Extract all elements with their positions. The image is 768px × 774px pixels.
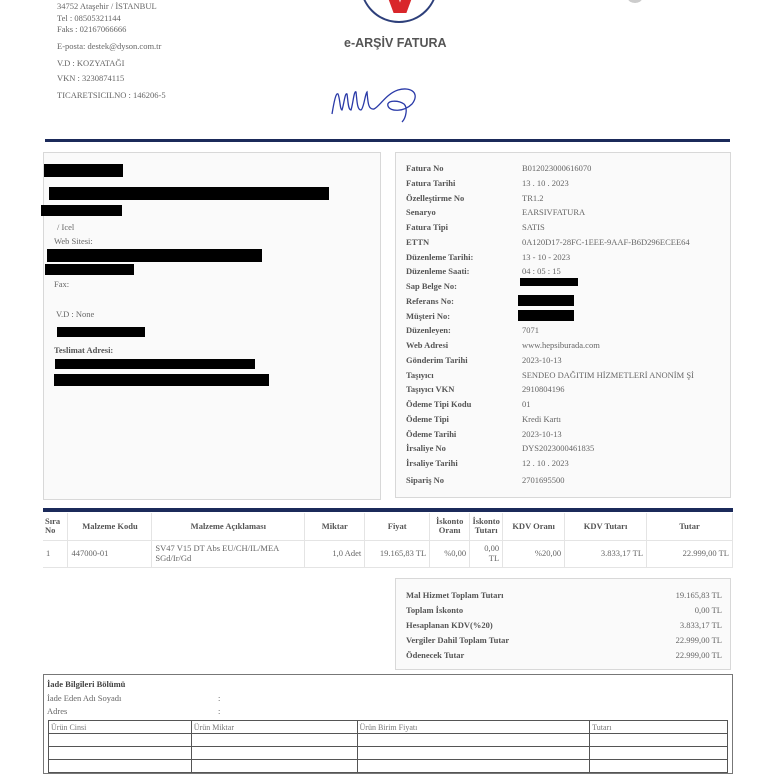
items-cell: 1,0 Adet <box>305 540 365 567</box>
items-col-header: KDV Tutarı <box>565 513 647 540</box>
return-address-label: Adres <box>47 706 68 716</box>
invoice-field-label: Referans No: <box>406 295 454 306</box>
items-col-header: İskonto Tutarı <box>470 513 503 540</box>
seller-address: 34752 Ataşehir / İSTANBUL <box>57 1 157 11</box>
invoice-field <box>406 355 726 369</box>
items-cell: 0,00 TL <box>470 540 503 567</box>
return-section <box>43 674 733 774</box>
invoice-field-value: 13 . 10 . 2023 <box>522 177 569 188</box>
invoice-field-label: Ödeme Tipi <box>406 413 449 424</box>
items-cell: 22.999,00 TL <box>647 540 733 567</box>
invoice-field-label: Düzenleyen: <box>406 325 451 336</box>
buyer-box <box>43 152 381 500</box>
invoice-field <box>406 399 726 413</box>
return-address-colon: : <box>218 706 221 716</box>
invoice-field-value: SATIS <box>522 222 545 232</box>
invoice-field-label: Müşteri No: <box>406 310 451 321</box>
total-value: 3.833,17 TL <box>679 620 722 630</box>
invoice-info-box <box>395 152 731 498</box>
total-row <box>406 590 722 604</box>
total-row <box>406 635 722 649</box>
invoice-field-value: 01 <box>522 399 531 409</box>
redacted-block <box>520 278 578 286</box>
invoice-field-label: Ödeme Tarihi <box>406 428 457 439</box>
invoice-field-value: EARSIVFATURA <box>522 207 586 218</box>
total-value: 22.999,00 TL <box>675 635 722 645</box>
redacted-block <box>54 374 269 386</box>
return-title: İade Bilgileri Bölümü <box>47 679 126 689</box>
items-cell: SV47 V15 DT Abs EU/CH/IL/MEA SGd/Ir/Gd <box>152 540 305 567</box>
buyer-web-label: Web Sitesi: <box>54 236 93 246</box>
items-col-header: Fiyat <box>365 513 430 540</box>
invoice-field-label: Taşıyıcı <box>406 369 434 380</box>
invoice-field <box>406 429 726 443</box>
redacted-block <box>47 249 262 262</box>
invoice-field <box>406 207 726 221</box>
redacted-block <box>44 164 123 177</box>
invoice-field-value: 7071 <box>522 325 539 336</box>
invoice-field-label: Senaryo <box>406 207 436 218</box>
redacted-block <box>49 187 329 200</box>
invoice-field-value: 2023-10-13 <box>522 354 562 365</box>
total-label: Ödenecek Tutar <box>406 650 465 660</box>
invoice-field-label: Fatura Tipi <box>406 222 448 232</box>
invoice-field <box>406 443 726 457</box>
invoice-field <box>406 325 726 339</box>
invoice-field-label: İrsaliye No <box>406 443 446 454</box>
invoice-field-value: B012023000616070 <box>522 163 592 173</box>
total-label: Toplam İskonto <box>406 605 464 615</box>
items-cell: %20,00 <box>503 540 565 567</box>
invoice-field <box>406 163 726 177</box>
items-col-header: Malzeme Açıklaması <box>152 513 305 540</box>
delivery-address-label: Teslimat Adresi: <box>54 345 114 355</box>
invoice-field-label: Düzenleme Saati: <box>406 266 470 277</box>
invoice-field-label: Gönderim Tarihi <box>406 354 468 365</box>
invoice-field <box>406 281 726 295</box>
seller-ticaret: TICARETSICILNO : 146206-5 <box>57 90 166 100</box>
items-col-header: KDV Oranı <box>503 513 565 540</box>
invoice-field-value: 12 . 10 . 2023 <box>522 458 569 468</box>
total-value: 0,00 TL <box>694 605 722 615</box>
invoice-field-value: 2910804196 <box>522 384 565 395</box>
invoice-field-label: Düzenleme Tarihi: <box>406 251 474 262</box>
total-value: 19.165,83 TL <box>675 590 722 600</box>
items-cell: 1 <box>43 540 68 567</box>
redacted-block <box>518 295 574 306</box>
return-table <box>48 720 728 773</box>
items-col-header: Sıra No <box>43 513 68 540</box>
redacted-block <box>518 310 574 321</box>
total-row <box>406 605 722 619</box>
totals-box <box>395 578 731 670</box>
total-row <box>406 620 722 634</box>
invoice-field-label: Sipariş No <box>406 474 445 485</box>
invoice-field-value: TR1.2 <box>522 192 544 203</box>
return-col-header: Tutarı <box>590 721 728 734</box>
invoice-field <box>406 458 726 472</box>
table-row <box>43 540 733 567</box>
return-name-label: İade Eden Adı Soyadı <box>47 693 122 703</box>
invoice-field-label: Özelleştirme No <box>406 192 465 203</box>
items-table <box>43 513 733 568</box>
buyer-fax-label: Fax: <box>54 279 70 289</box>
items-cell: %0,00 <box>430 540 470 567</box>
invoice-field-label: Taşıyıcı VKN <box>406 384 455 395</box>
invoice-field-value: www.hepsiburada.com <box>522 340 600 350</box>
invoice-field <box>406 222 726 236</box>
invoice-field-label: Ödeme Tipi Kodu <box>406 399 472 409</box>
total-label: Hesaplanan KDV(%20) <box>406 620 493 630</box>
redacted-block <box>55 359 255 369</box>
invoice-field-label: Fatura No <box>406 163 444 173</box>
invoice-field <box>406 178 726 192</box>
header-divider <box>45 139 730 142</box>
invoice-field <box>406 370 726 384</box>
invoice-field <box>406 237 726 251</box>
invoice-field <box>406 252 726 266</box>
seller-vd: V.D : KOZYATAĞI <box>57 58 125 68</box>
items-cell: 3.833,17 TL <box>565 540 647 567</box>
invoice-field-label: ETTN <box>406 236 430 247</box>
corner-icon <box>628 0 642 3</box>
buyer-vd: V.D : None <box>56 309 95 319</box>
items-col-header: Malzeme Kodu <box>68 513 152 540</box>
invoice-field <box>406 384 726 398</box>
invoice-field-value: DYS2023000461835 <box>522 443 595 454</box>
return-col-header: Ürün Miktar <box>191 721 357 734</box>
invoice-field-value: SENDEO DAĞITIM HİZMETLERİ ANONİM Şİ <box>522 369 694 380</box>
seller-tel: Tel : 08505321144 <box>57 13 121 23</box>
buyer-city: / Icel <box>57 222 75 232</box>
invoice-field-label: İrsaliye Tarihi <box>406 458 458 468</box>
redacted-block <box>41 205 122 216</box>
seller-fax: Faks : 02167066666 <box>57 24 127 34</box>
invoice-field <box>406 296 726 310</box>
invoice-field-value: Kredi Kartı <box>522 413 561 424</box>
redacted-block <box>45 264 134 275</box>
invoice-field <box>406 311 726 325</box>
total-value: 22.999,00 TL <box>675 650 722 660</box>
invoice-field-value: 2023-10-13 <box>522 428 562 439</box>
document-title: e-ARŞİV FATURA <box>344 36 447 50</box>
gib-logo <box>360 0 438 23</box>
return-col-header: Ürün Cinsi <box>49 721 192 734</box>
items-cell: 447000-01 <box>68 540 152 567</box>
redacted-block <box>57 327 145 337</box>
items-cell: 19.165,83 TL <box>365 540 430 567</box>
items-col-header: Tutar <box>647 513 733 540</box>
invoice-field <box>406 340 726 354</box>
return-name-colon: : <box>218 693 221 703</box>
invoice-field <box>406 475 726 489</box>
signature-icon <box>328 84 423 126</box>
invoice-field-label: Fatura Tarihi <box>406 177 456 188</box>
invoice-field-value: 13 - 10 - 2023 <box>522 251 571 262</box>
seller-vkn: VKN : 3230874115 <box>57 73 125 83</box>
invoice-field-value: 2701695500 <box>522 474 565 485</box>
invoice-field-value: 04 : 05 : 15 <box>522 266 561 277</box>
items-divider <box>43 508 733 512</box>
invoice-field-label: Sap Belge No: <box>406 281 457 291</box>
return-col-header: Ürün Birim Fiyatı <box>357 721 590 734</box>
invoice-field-label: Web Adresi <box>406 340 449 350</box>
total-label: Vergiler Dahil Toplam Tutar <box>406 635 510 645</box>
items-col-header: İskonto Oranı <box>430 513 470 540</box>
seller-email: E-posta: destek@dyson.com.tr <box>57 41 162 51</box>
invoice-field-value: 0A120D17-28FC-1EEE-9AAF-B6D296ECEE64 <box>522 236 690 247</box>
total-row <box>406 650 722 664</box>
invoice-field <box>406 414 726 428</box>
total-label: Mal Hizmet Toplam Tutarı <box>406 590 504 600</box>
invoice-field <box>406 193 726 207</box>
items-col-header: Miktar <box>305 513 365 540</box>
